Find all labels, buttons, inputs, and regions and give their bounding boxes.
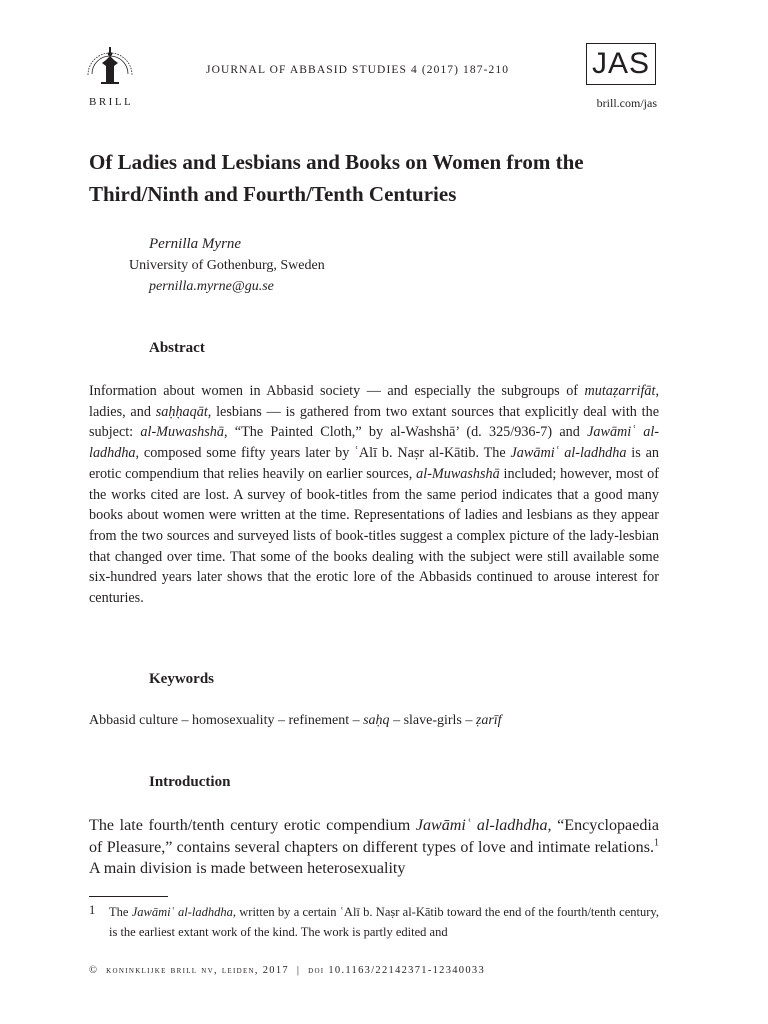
keywords-heading: Keywords xyxy=(149,671,214,687)
footnote-text: The Jawāmiʿ al-ladhdha, written by a certain ʿAlī b. Naṣr al-Kātib toward the end of the fourth/tenth century, is the earliest extant work of the kind. The work is partly edited and xyxy=(109,905,659,939)
copyright-symbol: © xyxy=(89,965,99,976)
journal-url[interactable]: brill.com/jas xyxy=(596,96,657,110)
journal-abbreviation-logo: JAS xyxy=(586,43,656,85)
author-name: Pernilla Myrne xyxy=(149,236,242,252)
author-email[interactable]: pernilla.myrne@gu.se xyxy=(149,279,274,294)
article-title: Of Ladies and Lesbians and Books on Women from the Third/Ninth and Fourth/Tenth Centuries xyxy=(89,150,584,206)
introduction-text: The late fourth/tenth century erotic compendium Jawāmiʿ al-ladhdha, “Encyclopaedia of Pleasure,” contains several chapters on different types of love and intimate relations.$^1$ A main division is made between heterosexuality xyxy=(89,817,660,877)
abstract-heading: Abstract xyxy=(149,340,205,356)
footer-separator: | xyxy=(296,965,301,976)
footer-publisher: koninklijke brill nv, leiden, 2017 xyxy=(106,965,289,976)
footer-doi[interactable]: doi 10.1163/22142371-12340033 xyxy=(308,965,486,976)
footnote-number: 1 xyxy=(89,903,96,917)
footnote-reference[interactable]: 1 xyxy=(654,837,659,849)
abstract-text: Information about women in Abbasid society — and especially the subgroups of mutaẓarrifāt, ladies, and saḥḥaqāt, lesbians — is gathered from two extant sources that explicitly deal with the subject: al-Muwashshā, “The Painted Cloth,” by al-Washshā’ (d. 325/936-7) and Jawāmiʿ al-ladhdha, composed some fifty years later by ʿAlī b. Naṣr al-Kātib. The Jawāmiʿ al-ladhdha is an erotic compendium that relies heavily on earlier sources, al-Muwashshā included; however, most of the works cited are lost. A survey of book-titles from the same period indicates that a good many books about women were written at the time. Representations of ladies and lesbians as they appear from the two sources and surveyed lists of book-titles suggest a complex picture of the lady-lesbian that changed over time. That some of the books dealing with the subject were still available some six-hundred years later shows that the erotic lore of the Abbasids continued to arouse interest for centuries. xyxy=(89,383,660,607)
author-affiliation: University of Gothenburg, Sweden xyxy=(129,258,325,273)
publisher-name: BRILL xyxy=(89,96,134,108)
keywords-list: Abbasid culture – homosexuality – refinement – saḥq – slave-girls – ẓarīf xyxy=(89,713,502,728)
brill-logo-seal xyxy=(82,42,138,92)
journal-citation: JOURNAL OF ABBASID STUDIES 4 (2017) 187-210 xyxy=(206,64,510,76)
introduction-heading: Introduction xyxy=(149,774,231,790)
page-footer xyxy=(89,965,485,976)
footnote-divider xyxy=(89,896,168,897)
